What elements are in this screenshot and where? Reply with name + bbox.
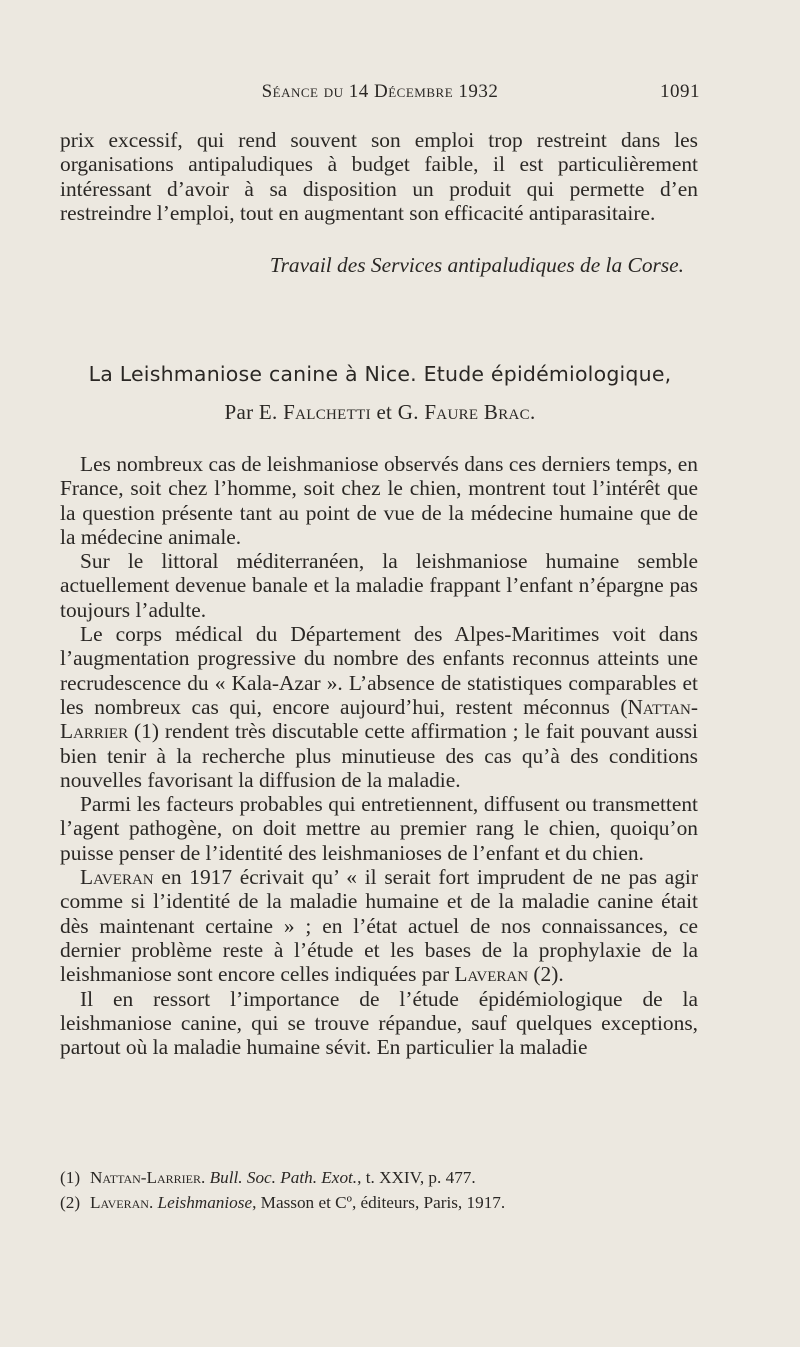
authors-mid: et G. — [376, 400, 419, 424]
footnote-1-author: Nattan-Larrier. — [90, 1168, 206, 1187]
header-title: Séance du 14 Décembre 1932 — [261, 81, 499, 102]
running-header — [60, 81, 700, 111]
paragraph-6: Il en ressort l’importance de l’étude épidémiologique de la leishmaniose canine, qui se trouve répandue, sauf quelques exceptions, partout où la maladie humaine sévit. En particulier la maladie — [60, 986, 698, 1060]
article-authors — [60, 400, 700, 425]
paragraph-5-part-b: (2). — [528, 962, 564, 987]
paragraph-5 — [60, 865, 698, 986]
footnote-2-title: Leishmaniose — [157, 1193, 253, 1212]
author-ref-nattan-larrier: Nattan-Larrier — [60, 694, 698, 744]
signature: Travail des Services antipaludiques de la Corse. — [269, 253, 684, 277]
footnote-2 — [60, 1190, 700, 1215]
paragraph-1: Les nombreux cas de leishmaniose observés dans ces derniers temps, en France, soit chez l’homme, soit chez le chien, montrent tout l’intérêt que la question présente tant au point de vue de la médecine humaine que de la médecine animale. — [60, 452, 698, 549]
footnote-1 — [60, 1165, 700, 1190]
author-falchetti: Falchetti — [283, 400, 371, 424]
page-number: 1091 — [660, 81, 700, 102]
author-ref-laveran-2: Laveran — [454, 962, 529, 987]
intro-paragraph-block — [60, 128, 698, 225]
paragraph-5-part-a: en 1917 écrivait qu’ « il serait fort imprudent de ne pas agir comme si l’identité de la maladie humaine et de la maladie canine était dès maintenant certaine » ; en l’état actuel de nos connaissances, ce dernier problème reste à l’étude et les bases de la prophylaxie de la leishmaniose sont encore celles indiquées par — [60, 865, 698, 987]
article-body — [60, 452, 698, 1059]
footnote-2-rest: , Masson et Cº, éditeurs, Paris, 1917. — [252, 1193, 506, 1212]
paragraph-3-part-a: Le corps médical du Département des Alpes-Maritimes voit dans l’augmentation progressive du nombre des enfants reconnus atteints une recrudescence du « Kala-Azar ». L’absence de statistiques comparables et les nombreux cas qui, encore aujourd’hui, restent méconnus ( — [60, 622, 698, 719]
footnote-1-number: (1) — [60, 1168, 81, 1187]
author-faure-brac: Faure Brac. — [424, 400, 536, 424]
footnote-1-rest: , t. XXIV, p. 477. — [357, 1168, 476, 1187]
article-title: La Leishmaniose canine à Nice. Etude épidémiologique, — [88, 362, 672, 386]
author-ref-laveran: Laveran — [80, 865, 154, 890]
intro-paragraph: prix excessif, qui rend souvent son emploi trop restreint dans les organisations antipaludiques à budget faible, il est particulièrement intéressant d’avoir à sa disposition un produit qui permette d’en restreindre l’emploi, tout en augmentant son efficacité antiparasitaire. — [60, 128, 698, 225]
footnotes — [60, 1165, 700, 1215]
paragraph-3 — [60, 622, 698, 792]
footnote-2-author: Laveran. — [90, 1193, 154, 1212]
paragraph-3-part-b: (1) rendent très discutable cette affirmation ; le fait pouvant aussi bien tenir à la recherche plus minutieuse des cas qu’à des conditions nouvelles favorisant la diffusion de la maladie. — [60, 719, 698, 792]
paragraph-2: Sur le littoral méditerranéen, la leishmaniose humaine semble actuellement devenue banale et la maladie frappant l’enfant n’épargne pas toujours l’adulte. — [60, 549, 698, 622]
footnote-1-journal: Bull. Soc. Path. Exot. — [209, 1168, 358, 1187]
paragraph-4: Parmi les facteurs probables qui entretiennent, diffusent ou transmettent l’agent pathogène, on doit mettre au premier rang le chien, quoiqu’on puisse penser de l’identité des leishmanioses de l’enfant et du chien. — [60, 792, 698, 865]
authors-prefix: Par E. — [224, 400, 278, 424]
footnote-2-number: (2) — [60, 1193, 81, 1212]
